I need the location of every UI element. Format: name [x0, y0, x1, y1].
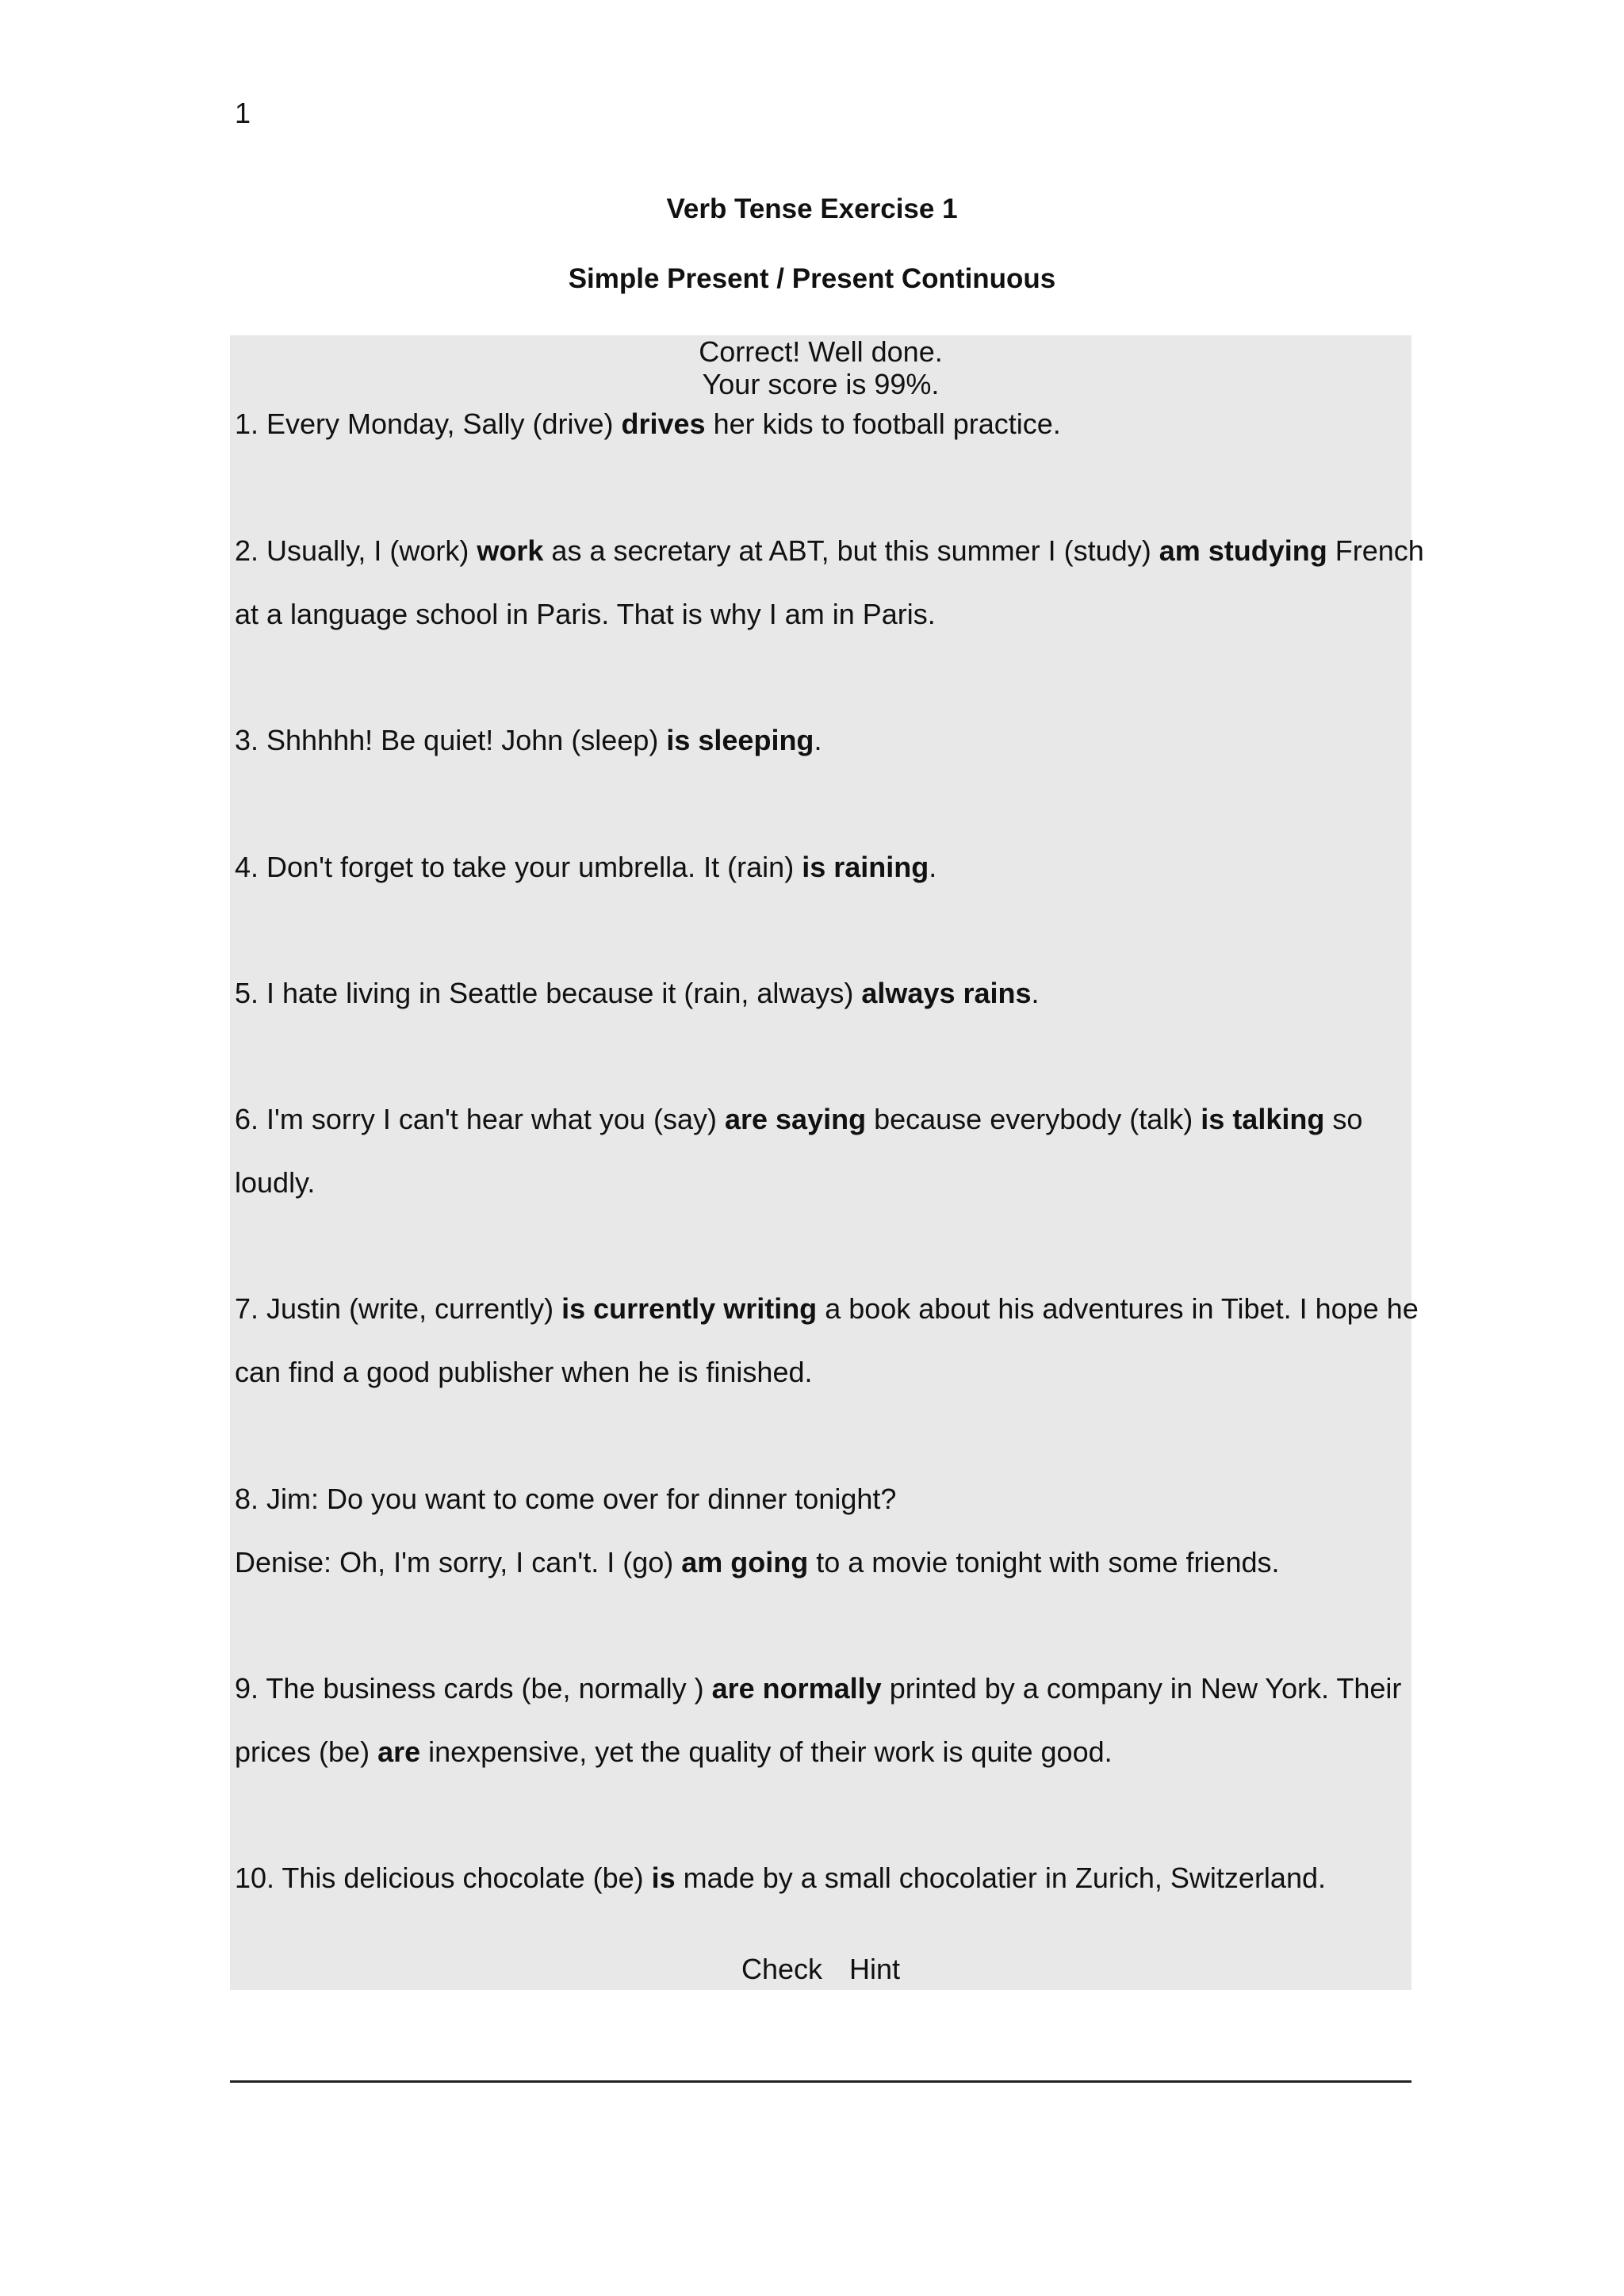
question-text: . [814, 724, 822, 756]
check-button[interactable]: Check [741, 1953, 822, 1985]
question-text: a book about his adventures in Tibet. I hope he [817, 1292, 1419, 1325]
answer-field[interactable]: is talking [1201, 1103, 1325, 1135]
question-text: . [929, 851, 937, 883]
hint-button[interactable]: Hint [849, 1953, 901, 1985]
footer-divider [230, 2080, 1411, 2083]
feedback-message: Correct! Well done. [699, 335, 943, 368]
page-subtitle: Simple Present / Present Continuous [568, 263, 1056, 294]
question-10 [235, 1862, 1408, 1895]
question-text: Denise: Oh, I'm sorry, I can't. I (go) [235, 1546, 682, 1578]
page-title: Verb Tense Exercise 1 [666, 193, 958, 224]
score-message: Your score is 99%. [702, 368, 940, 400]
answer-field[interactable]: am studying [1159, 534, 1327, 567]
answer-field[interactable]: is sleeping [666, 724, 814, 756]
question-text: 2. Usually, I (work) [235, 534, 477, 567]
question-text: 10. This delicious chocolate (be) [235, 1862, 652, 1894]
quiz-panel [230, 335, 1424, 1990]
question-text: her kids to football practice. [705, 408, 1061, 440]
answer-field[interactable]: work [477, 534, 544, 567]
question-text: so [1324, 1103, 1363, 1135]
question-6-continued: loudly. [235, 1166, 316, 1199]
answer-field[interactable]: always rains [861, 977, 1032, 1009]
question-text: to a movie tonight with some friends. [808, 1546, 1280, 1578]
question-text: 3. Shhhhh! Be quiet! John (sleep) [235, 724, 667, 756]
question-text: inexpensive, yet the quality of their work is quite good. [420, 1735, 1113, 1768]
question-text: 5. I hate living in Seattle because it (rain, always) [235, 977, 862, 1009]
answer-field[interactable]: is currently writing [561, 1292, 818, 1325]
question-9-continued [235, 1735, 1408, 1769]
question-text: 7. Justin (write, currently) [235, 1292, 562, 1325]
answer-field[interactable]: are saying [724, 1103, 867, 1135]
question-text: 1. Every Monday, Sally (drive) [235, 408, 622, 440]
quiz-controls [230, 1953, 1411, 1986]
question-8: 8. Jim: Do you want to come over for dinner tonight? [235, 1483, 897, 1515]
question-text: made by a small chocolatier in Zurich, Switzerland. [675, 1862, 1326, 1894]
question-7-continued: can find a good publisher when he is finished. [235, 1356, 813, 1388]
question-7 [235, 1292, 1419, 1326]
answer-field[interactable]: are normally [711, 1672, 882, 1705]
answer-field[interactable]: drives [621, 408, 706, 440]
question-text: . [1031, 977, 1040, 1009]
question-text: because everybody (talk) [866, 1103, 1201, 1135]
question-9 [235, 1672, 1408, 1705]
answer-field[interactable]: is [651, 1862, 676, 1894]
answer-field[interactable]: is raining [802, 851, 929, 883]
question-text: as a secretary at ABT, but this summer I (study) [543, 534, 1159, 567]
question-text: prices (be) [235, 1735, 378, 1768]
question-4 [235, 851, 1408, 884]
answer-field[interactable]: are [377, 1735, 421, 1768]
question-8-continued [235, 1546, 1408, 1579]
question-2-continued: at a language school in Paris. That is why I am in Paris. [235, 598, 936, 630]
question-1 [235, 408, 1408, 441]
question-6 [235, 1103, 1408, 1136]
question-text: printed by a company in New York. Their [881, 1672, 1402, 1705]
page-number: 1 [235, 97, 251, 129]
question-text: French [1327, 534, 1424, 567]
question-5 [235, 977, 1408, 1010]
question-text: 9. The business cards (be, normally ) [235, 1672, 712, 1705]
question-3 [235, 724, 1408, 757]
answer-field[interactable]: am going [681, 1546, 809, 1578]
question-text: 6. I'm sorry I can't hear what you (say) [235, 1103, 725, 1135]
question-2 [235, 534, 1424, 568]
question-text: 4. Don't forget to take your umbrella. It (rain) [235, 851, 802, 883]
